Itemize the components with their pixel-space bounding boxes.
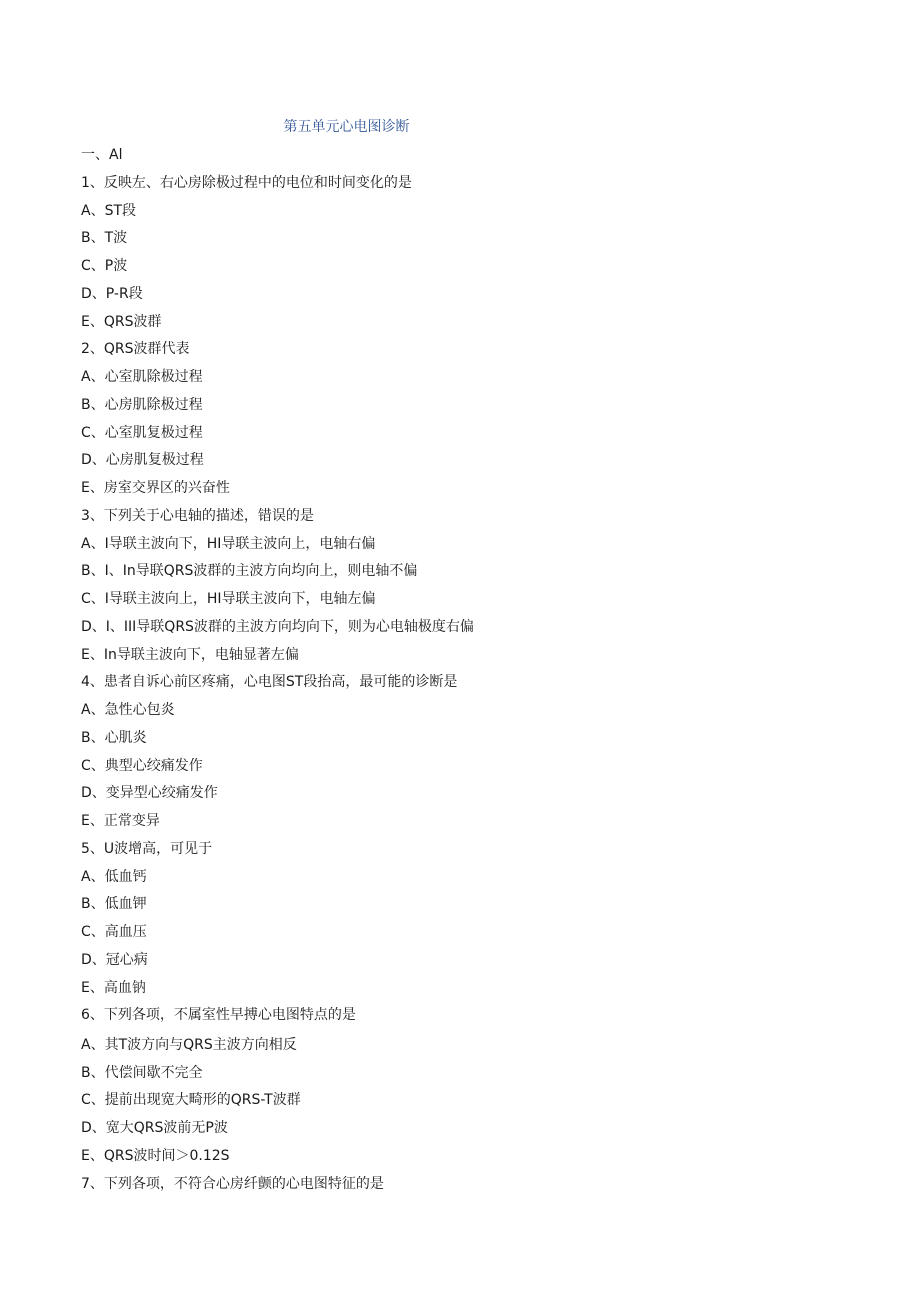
question-2: 2、QRS波群代表 [81, 341, 190, 358]
option-line: C、典型心绞痛发作 [81, 757, 203, 774]
option-line: E、房室交界区的兴奋性 [81, 480, 230, 496]
option-line: D、心房肌复极过程 [81, 452, 204, 469]
option-line: B、代偿间歇不完全 [81, 1064, 203, 1081]
option-line: B、心肌炎 [81, 729, 147, 746]
option-line: E、高血钠 [81, 979, 146, 996]
option-line: B、低血钾 [81, 896, 147, 913]
option-line: D、冠心病 [81, 951, 148, 968]
question-5: 5、U波增高，可见于 [81, 840, 213, 857]
question-4: 4、患者自诉心前区疼痛，心电图ST段抬高，最可能的诊断是 [81, 674, 458, 691]
option-line: A、急性心包炎 [81, 702, 175, 718]
option-line: D、I、III导联QRS波群的主波方向均向下，则为心电轴极度右偏 [81, 618, 474, 635]
option-line: E、In导联主波向下，电轴显著左偏 [81, 646, 299, 663]
option-line: A、I导联主波向下，HI导联主波向上，电轴右偏 [81, 535, 376, 552]
question-3: 3、下列关于心电轴的描述，错误的是 [81, 507, 314, 524]
option-line: E、正常变异 [81, 813, 160, 829]
option-line: C、心室肌复极过程 [81, 424, 203, 441]
option-line: C、提前出现宽大畸形的QRS-T波群 [81, 1092, 301, 1109]
page-title: 第五单元心电图诊断 [283, 119, 410, 135]
option-line: D、P-R段 [81, 285, 143, 302]
section-heading: 一、Al [81, 147, 123, 163]
question-7: 7、下列各项，不符合心房纤颤的心电图特征的是 [81, 1175, 384, 1192]
option-line: C、高血压 [81, 924, 147, 940]
option-line: D、变异型心绞痛发作 [81, 785, 218, 802]
option-line: A、低血钙 [81, 868, 147, 885]
question-6: 6、下列各项，不属室性早搏心电图特点的是 [81, 1007, 356, 1024]
option-line: A、ST段 [81, 202, 137, 219]
option-line: B、I、In导联QRS波群的主波方向均向上，则电轴不偏 [81, 563, 418, 580]
question-1: 1、反映左、右心房除极过程中的电位和时间变化的是 [81, 174, 412, 191]
option-line: A、其T波方向与QRS主波方向相反 [81, 1036, 297, 1053]
option-line: B、T波 [81, 230, 128, 247]
option-line: E、QRS波群 [81, 313, 162, 330]
option-line: C、P波 [81, 258, 128, 274]
option-line: D、宽大QRS波前无P波 [81, 1120, 228, 1137]
option-line: E、QRS波时间＞0.12S [81, 1147, 230, 1164]
option-line: A、心室肌除极过程 [81, 369, 203, 385]
option-line: B、心房肌除极过程 [81, 396, 203, 413]
question-list [81, 144, 881, 1200]
option-line: C、I导联主波向上，HI导联主波向下，电轴左偏 [81, 591, 376, 607]
